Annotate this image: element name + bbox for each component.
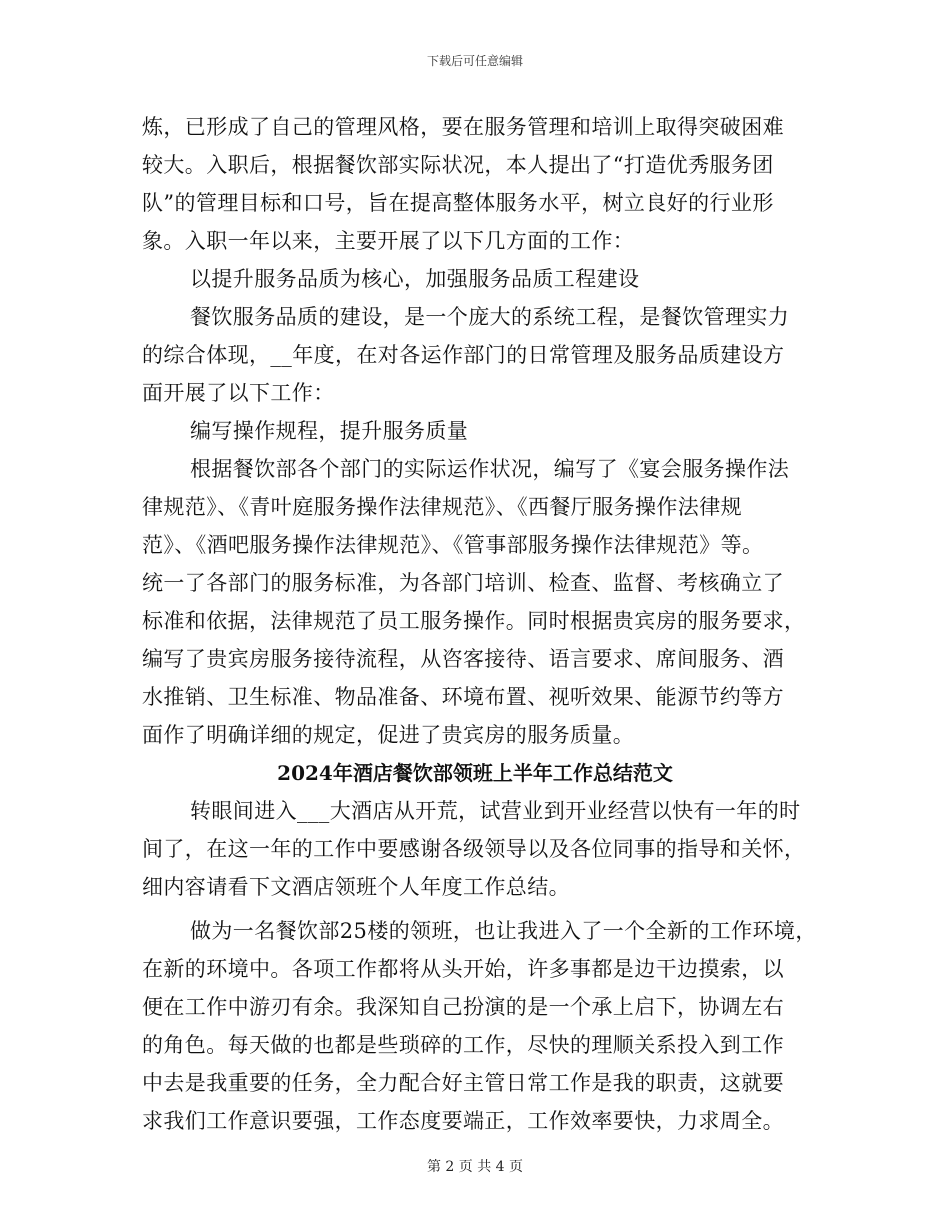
body-line: 象。入职一年以来，主要开展了以下几方面的工作： xyxy=(142,229,635,253)
body-line: 律规范》、《青叶庭服务操作法律规范》、《西餐厅服务操作法律规 xyxy=(142,495,742,519)
body-line: 的角色。每天做的也都是些琐碎的工作，尽快的理顺关系投入到工作 xyxy=(142,1033,784,1057)
body-line: 的综合体现，__年度，在对各运作部门的日常管理及服务品质建设方 xyxy=(142,343,785,367)
body-line: 范》、《酒吧服务操作法律规范》、《管事部服务操作法律规范》等。 xyxy=(142,533,764,557)
body-line: 做为一名餐饮部25楼的领班，也让我进入了一个全新的工作环境， xyxy=(190,919,817,943)
section-heading: 以提升服务品质为核心，加强服务品质工程建设 xyxy=(190,267,640,291)
body-line: 餐饮服务品质的建设，是一个庞大的系统工程，是餐饮管理实力 xyxy=(190,305,790,329)
body-line: 便在工作中游刃有余。我深知自己扮演的是一个承上启下，协调左右 xyxy=(142,995,784,1019)
section-heading: 编写操作规程，提升服务质量 xyxy=(190,419,469,443)
body-line: 根据餐饮部各个部门的实际运作状况，编写了《宴会服务操作法 xyxy=(190,457,790,481)
document-title: 2024年酒店餐饮部领班上半年工作总结范文 xyxy=(277,761,673,785)
body-line: 中去是我重要的任务，全力配合好主管日常工作是我的职责，这就要 xyxy=(142,1071,784,1095)
body-line: 统一了各部门的服务标准，为各部门培训、检查、监督、考核确立了 xyxy=(142,571,784,595)
body-line: 转眼间进入___大酒店从开荒，试营业到开业经营以快有一年的时 xyxy=(190,799,801,823)
body-line: 细内容请看下文酒店领班个人年度工作总结。 xyxy=(142,875,570,899)
body-line: 队”的管理目标和口号，旨在提高整体服务水平，树立良好的行业形 xyxy=(142,191,774,215)
body-line: 水推销、卫生标准、物品准备、环境布置、视听效果、能源节约等方 xyxy=(142,685,784,709)
body-line: 炼，已形成了自己的管理风格，要在服务管理和培训上取得突破困难 xyxy=(142,115,784,139)
body-line: 较大。入职后，根据餐饮部实际状况，本人提出了“打造优秀服务团 xyxy=(142,153,774,177)
body-line: 标准和依据，法律规范了员工服务操作。同时根据贵宾房的服务要求， xyxy=(142,609,806,633)
body-line: 在新的环境中。各项工作都将从头开始，许多事都是边干边摸索，以 xyxy=(142,957,784,981)
body-line: 面开展了以下工作： xyxy=(142,381,335,405)
body-line: 面作了明确详细的规定，促进了贵宾房的服务质量。 xyxy=(142,723,635,747)
page-header: 下载后可任意编辑 xyxy=(426,54,523,68)
page-footer: 第 2 页 共 4 页 xyxy=(426,1159,524,1175)
body-line: 间了，在这一年的工作中要感谢各级领导以及各位同事的指导和关怀， xyxy=(142,837,806,861)
body-line: 求我们工作意识要强，工作态度要端正，工作效率要快，力求周全。 xyxy=(142,1109,784,1133)
body-line: 编写了贵宾房服务接待流程，从咨客接待、语言要求、席间服务、酒 xyxy=(142,647,784,671)
